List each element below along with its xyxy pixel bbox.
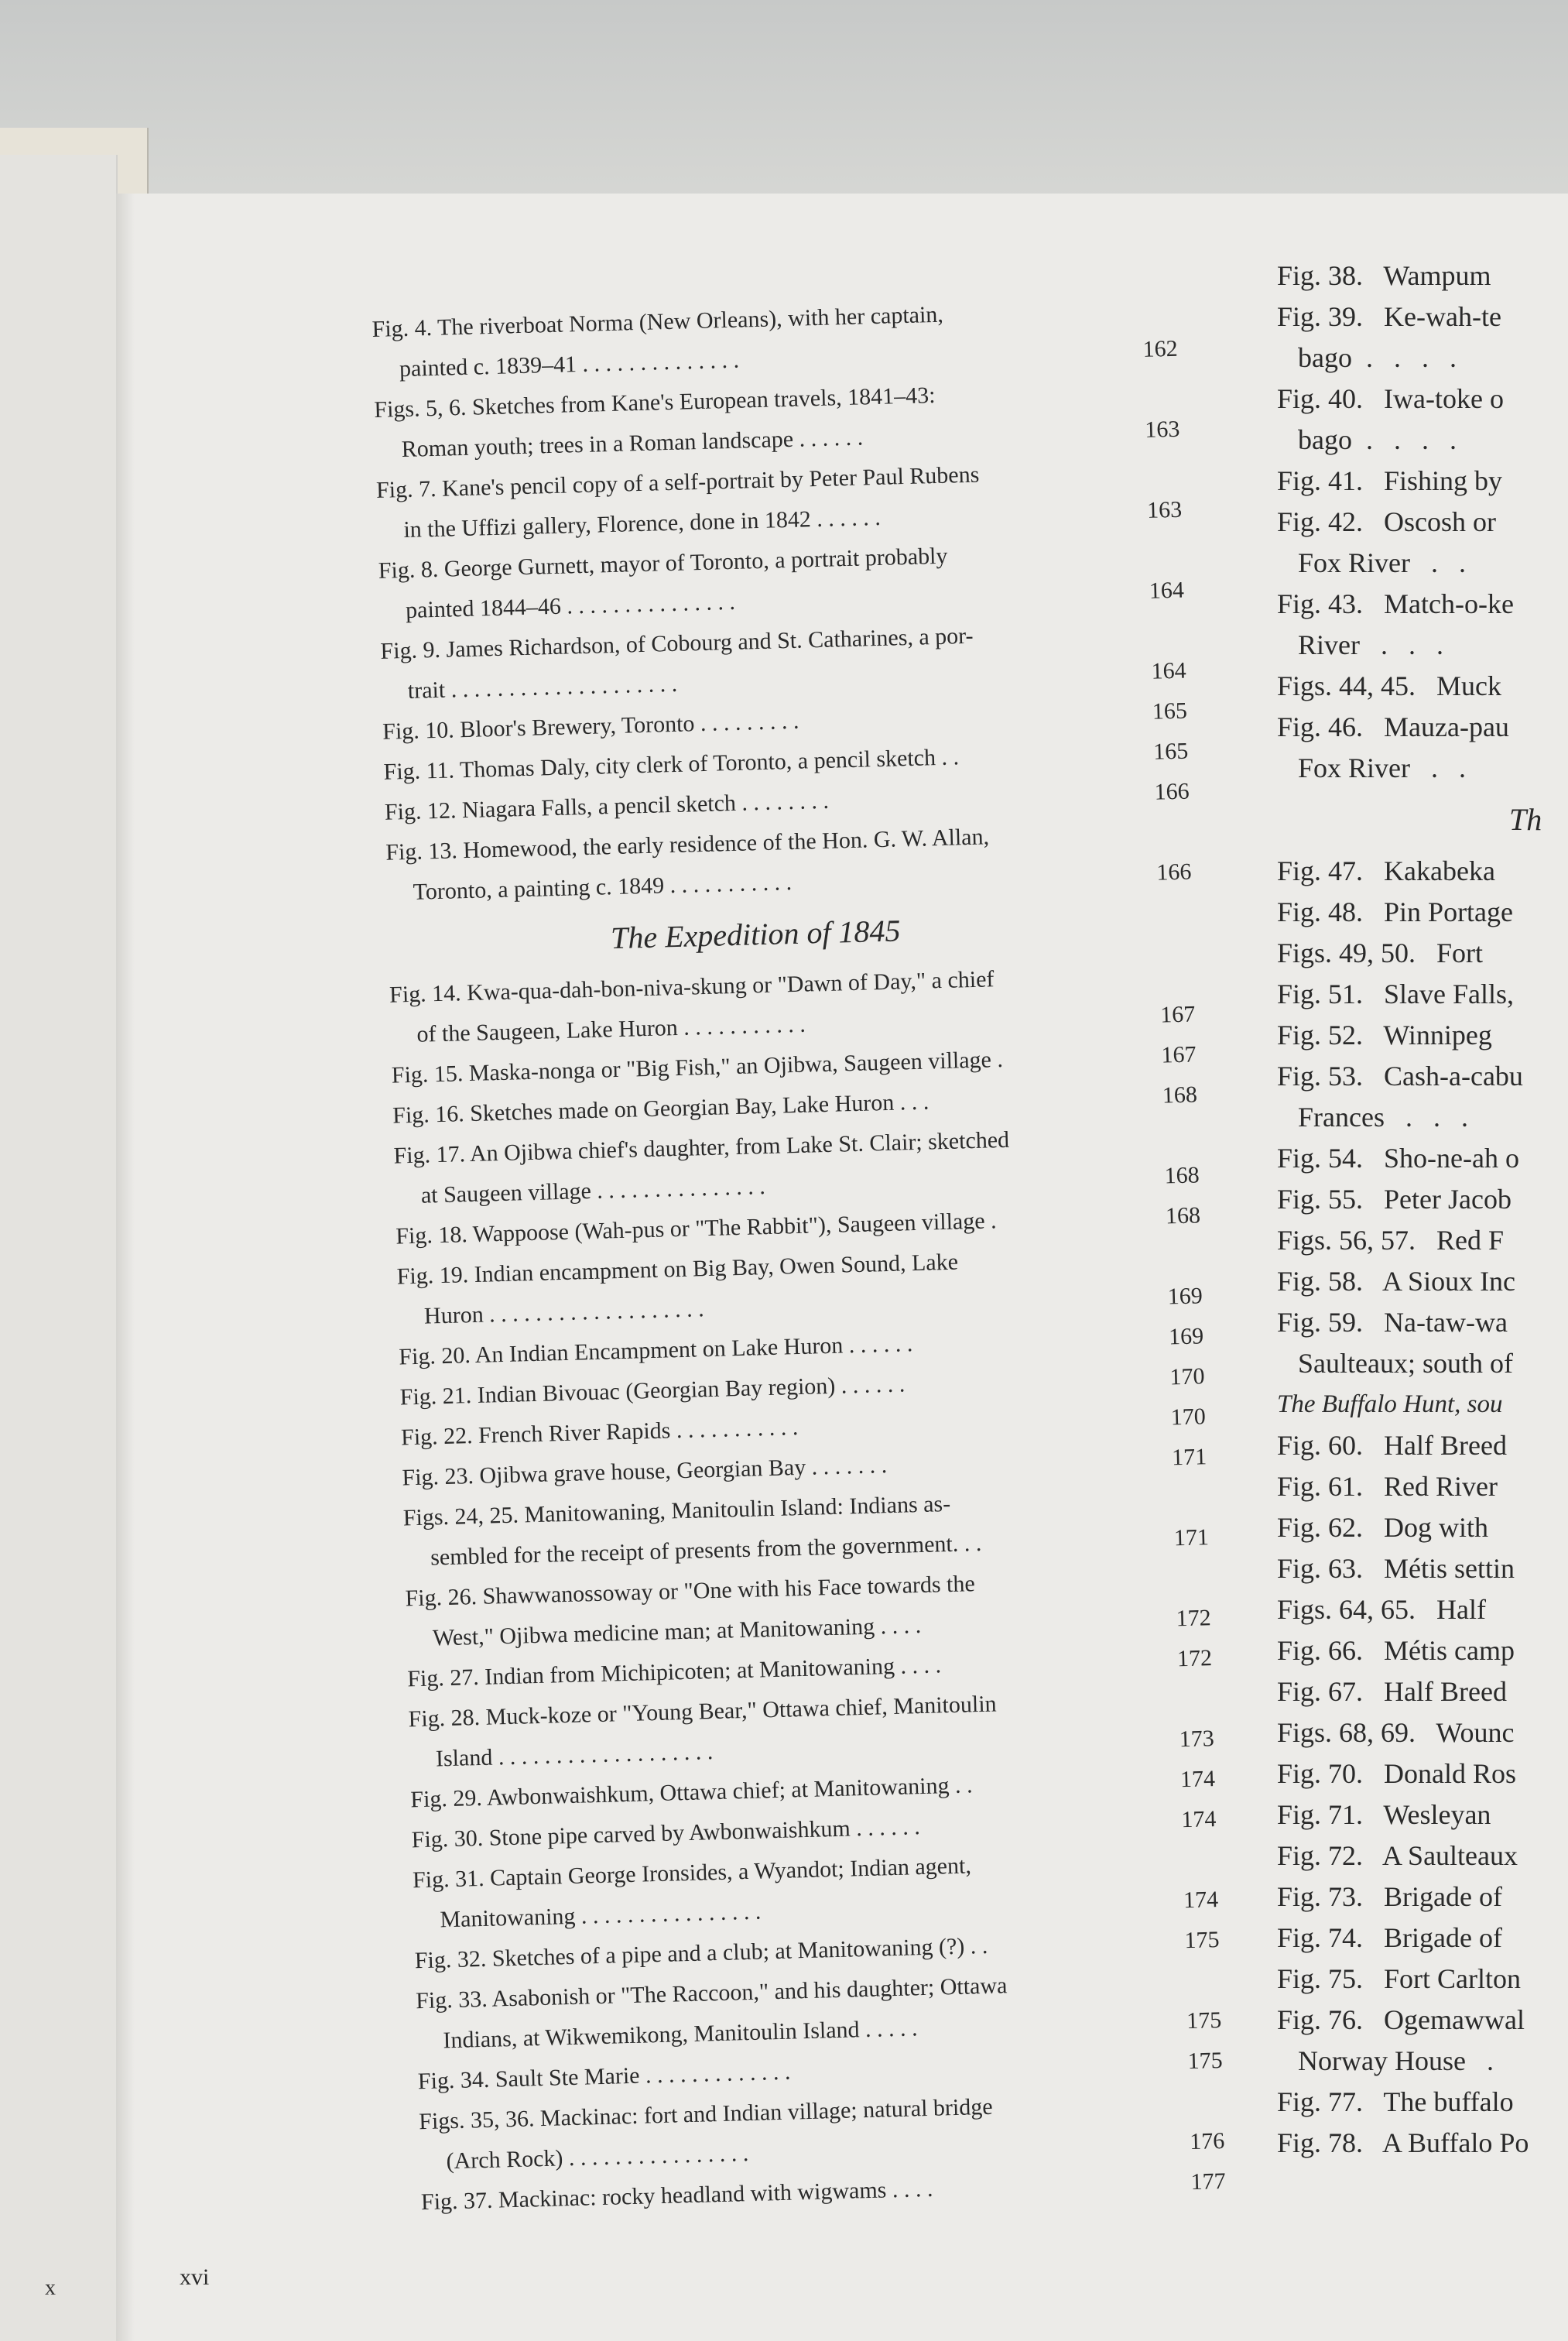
contents-line: Fig. 39. Ke-wah-te <box>1277 301 1501 332</box>
contents-line: Fig. 48. Pin Portage <box>1277 896 1514 927</box>
contents-column-right <box>1277 255 1568 2164</box>
contents-line: Figs. 56, 57. Red F <box>1277 1225 1505 1256</box>
entry-continuation: Indians, at Wikwemikong, Manitoulin Island . . . . . <box>443 2015 918 2054</box>
entry-page-number: 163 <box>1146 496 1183 523</box>
contents-line: Fig. 59. Na-taw-wa <box>1277 1307 1508 1338</box>
contents-line: Fig. 71. Wesleyan <box>1277 1799 1491 1830</box>
contents-line: Fig. 75. Fort Carlton <box>1277 1963 1522 1994</box>
entry-title: Fig. 26. Shawwanossoway or "One with his Face towards the <box>405 1571 976 1612</box>
entry-page-number: 165 <box>1152 738 1189 765</box>
entry-title: Fig. 18. Wappoose (Wah-pus or "The Rabbit"), Saugeen village . <box>395 1208 997 1249</box>
entry-continuation: Island . . . . . . . . . . . . . . . . . . . <box>435 1739 714 1772</box>
contents-line: Figs. 49, 50. Fort <box>1277 937 1484 968</box>
contents-line: Fig. 72. A Saulteaux <box>1277 1840 1518 1871</box>
entry-page-number: 170 <box>1169 1363 1205 1390</box>
contents-line: bago . . . . <box>1277 424 1457 455</box>
entry-page-number: 174 <box>1183 1887 1219 1914</box>
section-title-right: Th <box>1509 802 1542 837</box>
entry-title: Fig. 9. James Richardson, of Cobourg and St. Catharines, a por- <box>380 622 974 664</box>
contents-line: Fig. 78. A Buffalo Po <box>1277 2127 1529 2158</box>
entry-page-number: 176 <box>1189 2127 1225 2155</box>
entry-page-number: 164 <box>1151 657 1186 684</box>
entry-page-number: 175 <box>1187 2047 1224 2075</box>
entry-title: Fig. 28. Muck-koze or "Young Bear," Ottawa chief, Manitoulin <box>408 1691 997 1733</box>
entry-page-number: 163 <box>1144 416 1180 443</box>
contents-line: Figs. 68, 69. Wounc <box>1277 1717 1515 1748</box>
entry-page-number: 165 <box>1152 698 1188 725</box>
entry-page-number: 168 <box>1162 1081 1198 1109</box>
entry-title: Fig. 29. Awbonwaishkum, Ottawa chief; at Manitowaning . . <box>409 1772 973 1813</box>
entry-page-number: 175 <box>1186 2007 1222 2034</box>
contents-line: Fox River . . <box>1277 752 1467 783</box>
entry-page-number: 167 <box>1159 1001 1196 1028</box>
contents-line: Fig. 46. Mauza-pau <box>1277 711 1509 742</box>
entry-title: Figs. 5, 6. Sketches from Kane's European travels, 1841–43: <box>373 382 936 423</box>
contents-line: Fig. 60. Half Breed <box>1277 1430 1507 1461</box>
entry-title: Fig. 34. Sault Ste Marie . . . . . . . . . . . . . <box>417 2058 791 2095</box>
entry-page-number: 169 <box>1167 1283 1203 1310</box>
contents-line: Fig. 74. Brigade of <box>1277 1922 1502 1953</box>
section-title-expedition: The Expedition of 1845 <box>610 913 902 956</box>
entry-title: Fig. 33. Asabonish or "The Raccoon," and his daughter; Ottawa <box>415 1973 1008 2014</box>
entry-page-number: 166 <box>1155 859 1192 886</box>
entry-page-number: 164 <box>1149 577 1185 604</box>
entry-continuation: painted c. 1839–41 . . . . . . . . . . . . . . <box>399 347 740 382</box>
contents-column-left <box>371 289 1226 2223</box>
entry-title: Fig. 7. Kane's pencil copy of a self-portrait by Peter Paul Rubens <box>375 461 980 503</box>
entry-title: Fig. 21. Indian Bivouac (Georgian Bay region) . . . . . . <box>399 1371 906 1410</box>
contents-line: Fig. 55. Peter Jacob <box>1277 1184 1512 1215</box>
entry-continuation: Roman youth; trees in a Roman landscape . . . . . . <box>401 424 864 463</box>
contents-line: bago . . . . <box>1277 342 1457 373</box>
entry-page-number: 168 <box>1164 1162 1200 1189</box>
entry-page-number: 170 <box>1170 1404 1207 1431</box>
contents-line: Fig. 63. Métis settin <box>1277 1553 1515 1584</box>
entry-continuation: at Saugeen village . . . . . . . . . . . . . . . <box>420 1174 766 1208</box>
entry-title: Fig. 15. Maska-nonga or "Big Fish," an Ojibwa, Saugeen village . <box>391 1046 1004 1088</box>
contents-line: Fox River . . <box>1277 547 1467 578</box>
subheading-buffalo-hunt: The Buffalo Hunt, sou <box>1277 1390 1503 1418</box>
entry-title: Fig. 10. Bloor's Brewery, Toronto . . . . . . . . . <box>382 708 799 745</box>
contents-line: Fig. 73. Brigade of <box>1277 1881 1502 1912</box>
entry-continuation: Manitowaning . . . . . . . . . . . . . . . . <box>440 1898 762 1933</box>
entry-page-number: 169 <box>1168 1323 1204 1350</box>
entry-title: Figs. 24, 25. Manitowaning, Manitoulin Island: Indians as- <box>402 1490 951 1531</box>
contents-line: Fig. 53. Cash-a-cabu <box>1277 1061 1523 1092</box>
entry-page-number: 171 <box>1173 1524 1210 1551</box>
entry-page-number: 175 <box>1184 1927 1220 1954</box>
contents-line: Figs. 44, 45. Muck <box>1277 670 1502 701</box>
contents-line: Fig. 54. Sho-ne-ah o <box>1277 1143 1519 1174</box>
entry-page-number: 173 <box>1179 1726 1215 1753</box>
entry-title: Fig. 20. An Indian Encampment on Lake Huron . . . . . . <box>398 1331 913 1370</box>
left-page-edge <box>0 155 118 2341</box>
entry-continuation: of the Saugeen, Lake Huron . . . . . . . . . . . <box>416 1011 806 1047</box>
contents-line: Figs. 64, 65. Half <box>1277 1594 1486 1625</box>
contents-line: Fig. 47. Kakabeka <box>1277 855 1495 886</box>
contents-line: Fig. 51. Slave Falls, <box>1277 979 1515 1009</box>
contents-line: Fig. 66. Métis camp <box>1277 1635 1515 1666</box>
entry-page-number: 172 <box>1176 1605 1212 1632</box>
entry-continuation: in the Uffizi gallery, Florence, done in 1842 . . . . . . <box>403 504 882 543</box>
entry-continuation: (Arch Rock) . . . . . . . . . . . . . . . . <box>446 2140 749 2175</box>
entry-title: Fig. 31. Captain George Ironsides, a Wyandot; Indian agent, <box>412 1853 972 1894</box>
entry-title: Fig. 14. Kwa-qua-dah-bon-niva-skung or "Dawn of Day," a chief <box>389 966 995 1008</box>
entry-page-number: 162 <box>1142 335 1179 362</box>
contents-line: Fig. 70. Donald Ros <box>1277 1758 1517 1789</box>
entry-continuation: painted 1844–46 . . . . . . . . . . . . . . . <box>405 588 736 623</box>
contents-line: Saulteaux; south of <box>1277 1348 1513 1379</box>
entry-page-number: 172 <box>1176 1645 1213 1672</box>
entry-title: Fig. 12. Niagara Falls, a pencil sketch . . . . . . . . <box>384 787 830 825</box>
contents-line: Fig. 41. Fishing by <box>1277 465 1503 496</box>
entry-page-number: 166 <box>1154 778 1190 805</box>
entry-title: Fig. 19. Indian encampment on Big Bay, Owen Sound, Lake <box>396 1249 959 1290</box>
entry-page-number: 177 <box>1190 2168 1227 2195</box>
contents-line: Fig. 52. Winnipeg <box>1277 1020 1492 1051</box>
background-surface <box>0 0 1568 201</box>
contents-line: Norway House . <box>1277 2045 1494 2076</box>
contents-line: Fig. 62. Dog with <box>1277 1512 1489 1543</box>
entry-page-number: 174 <box>1180 1806 1217 1833</box>
contents-line: River . . . <box>1277 629 1443 660</box>
entry-page-number: 174 <box>1179 1766 1216 1793</box>
entry-title: Fig. 4. The riverboat Norma (New Orleans), with her captain, <box>371 301 944 342</box>
contents-line: Fig. 67. Half Breed <box>1277 1676 1507 1707</box>
entry-page-number: 167 <box>1161 1041 1197 1068</box>
entry-title: Fig. 17. An Ojibwa chief's daughter, from Lake St. Clair; sketched <box>393 1126 1010 1169</box>
contents-line: Frances . . . <box>1277 1102 1468 1133</box>
page-gutter <box>116 194 135 2341</box>
entry-title: Fig. 30. Stone pipe carved by Awbonwaishkum . . . . . . <box>411 1814 921 1853</box>
entry-continuation: trait . . . . . . . . . . . . . . . . . . . . <box>407 670 678 704</box>
contents-line: Fig. 43. Match-o-ke <box>1277 588 1514 619</box>
entry-title: Fig. 32. Sketches of a pipe and a club; at Manitowaning (?) . . <box>414 1932 988 1974</box>
entry-title: Figs. 35, 36. Mackinac: fort and Indian village; natural bridge <box>418 2093 993 2135</box>
entry-title: Fig. 8. George Gurnett, mayor of Toronto, a portrait probably <box>378 543 948 584</box>
entry-continuation: sembled for the receipt of presents from the government. . . <box>430 1530 982 1571</box>
entry-continuation: West," Ojibwa medicine man; at Manitowaning . . . . <box>432 1612 922 1651</box>
entry-page-number: 171 <box>1171 1444 1207 1471</box>
contents-line: Fig. 58. A Sioux Inc <box>1277 1266 1516 1297</box>
contents-line: Fig. 40. Iwa-toke o <box>1277 383 1504 414</box>
left-page-number: x <box>45 2276 56 2300</box>
contents-line: Fig. 76. Ogemawwal <box>1277 2004 1525 2035</box>
contents-line: Fig. 38. Wampum <box>1277 260 1491 291</box>
entry-title: Fig. 16. Sketches made on Georgian Bay, Lake Huron . . . <box>392 1088 930 1129</box>
entry-title: Fig. 37. Mackinac: rocky headland with wigwams . . . . <box>420 2175 933 2216</box>
entry-page-number: 168 <box>1165 1202 1201 1229</box>
page-folio: xvi <box>180 2264 210 2290</box>
contents-line: Fig. 77. The buffalo <box>1277 2086 1514 2117</box>
contents-line: Fig. 42. Oscosh or <box>1277 506 1497 537</box>
entry-title: Fig. 27. Indian from Michipicoten; at Manitowaning . . . . <box>406 1652 942 1692</box>
entry-continuation: Toronto, a painting c. 1849 . . . . . . . . . . . <box>413 869 793 905</box>
entry-title: Fig. 13. Homewood, the early residence of the Hon. G. W. Allan, <box>385 824 990 865</box>
contents-line: Fig. 61. Red River <box>1277 1471 1498 1502</box>
entry-title: Fig. 22. French River Rapids . . . . . . . . . . . <box>400 1414 799 1451</box>
entry-continuation: Huron . . . . . . . . . . . . . . . . . . . <box>423 1296 705 1329</box>
entry-title: Fig. 11. Thomas Daly, city clerk of Toronto, a pencil sketch . . <box>383 744 960 785</box>
entry-title: Fig. 23. Ojibwa grave house, Georgian Bay . . . . . . . <box>402 1452 888 1491</box>
